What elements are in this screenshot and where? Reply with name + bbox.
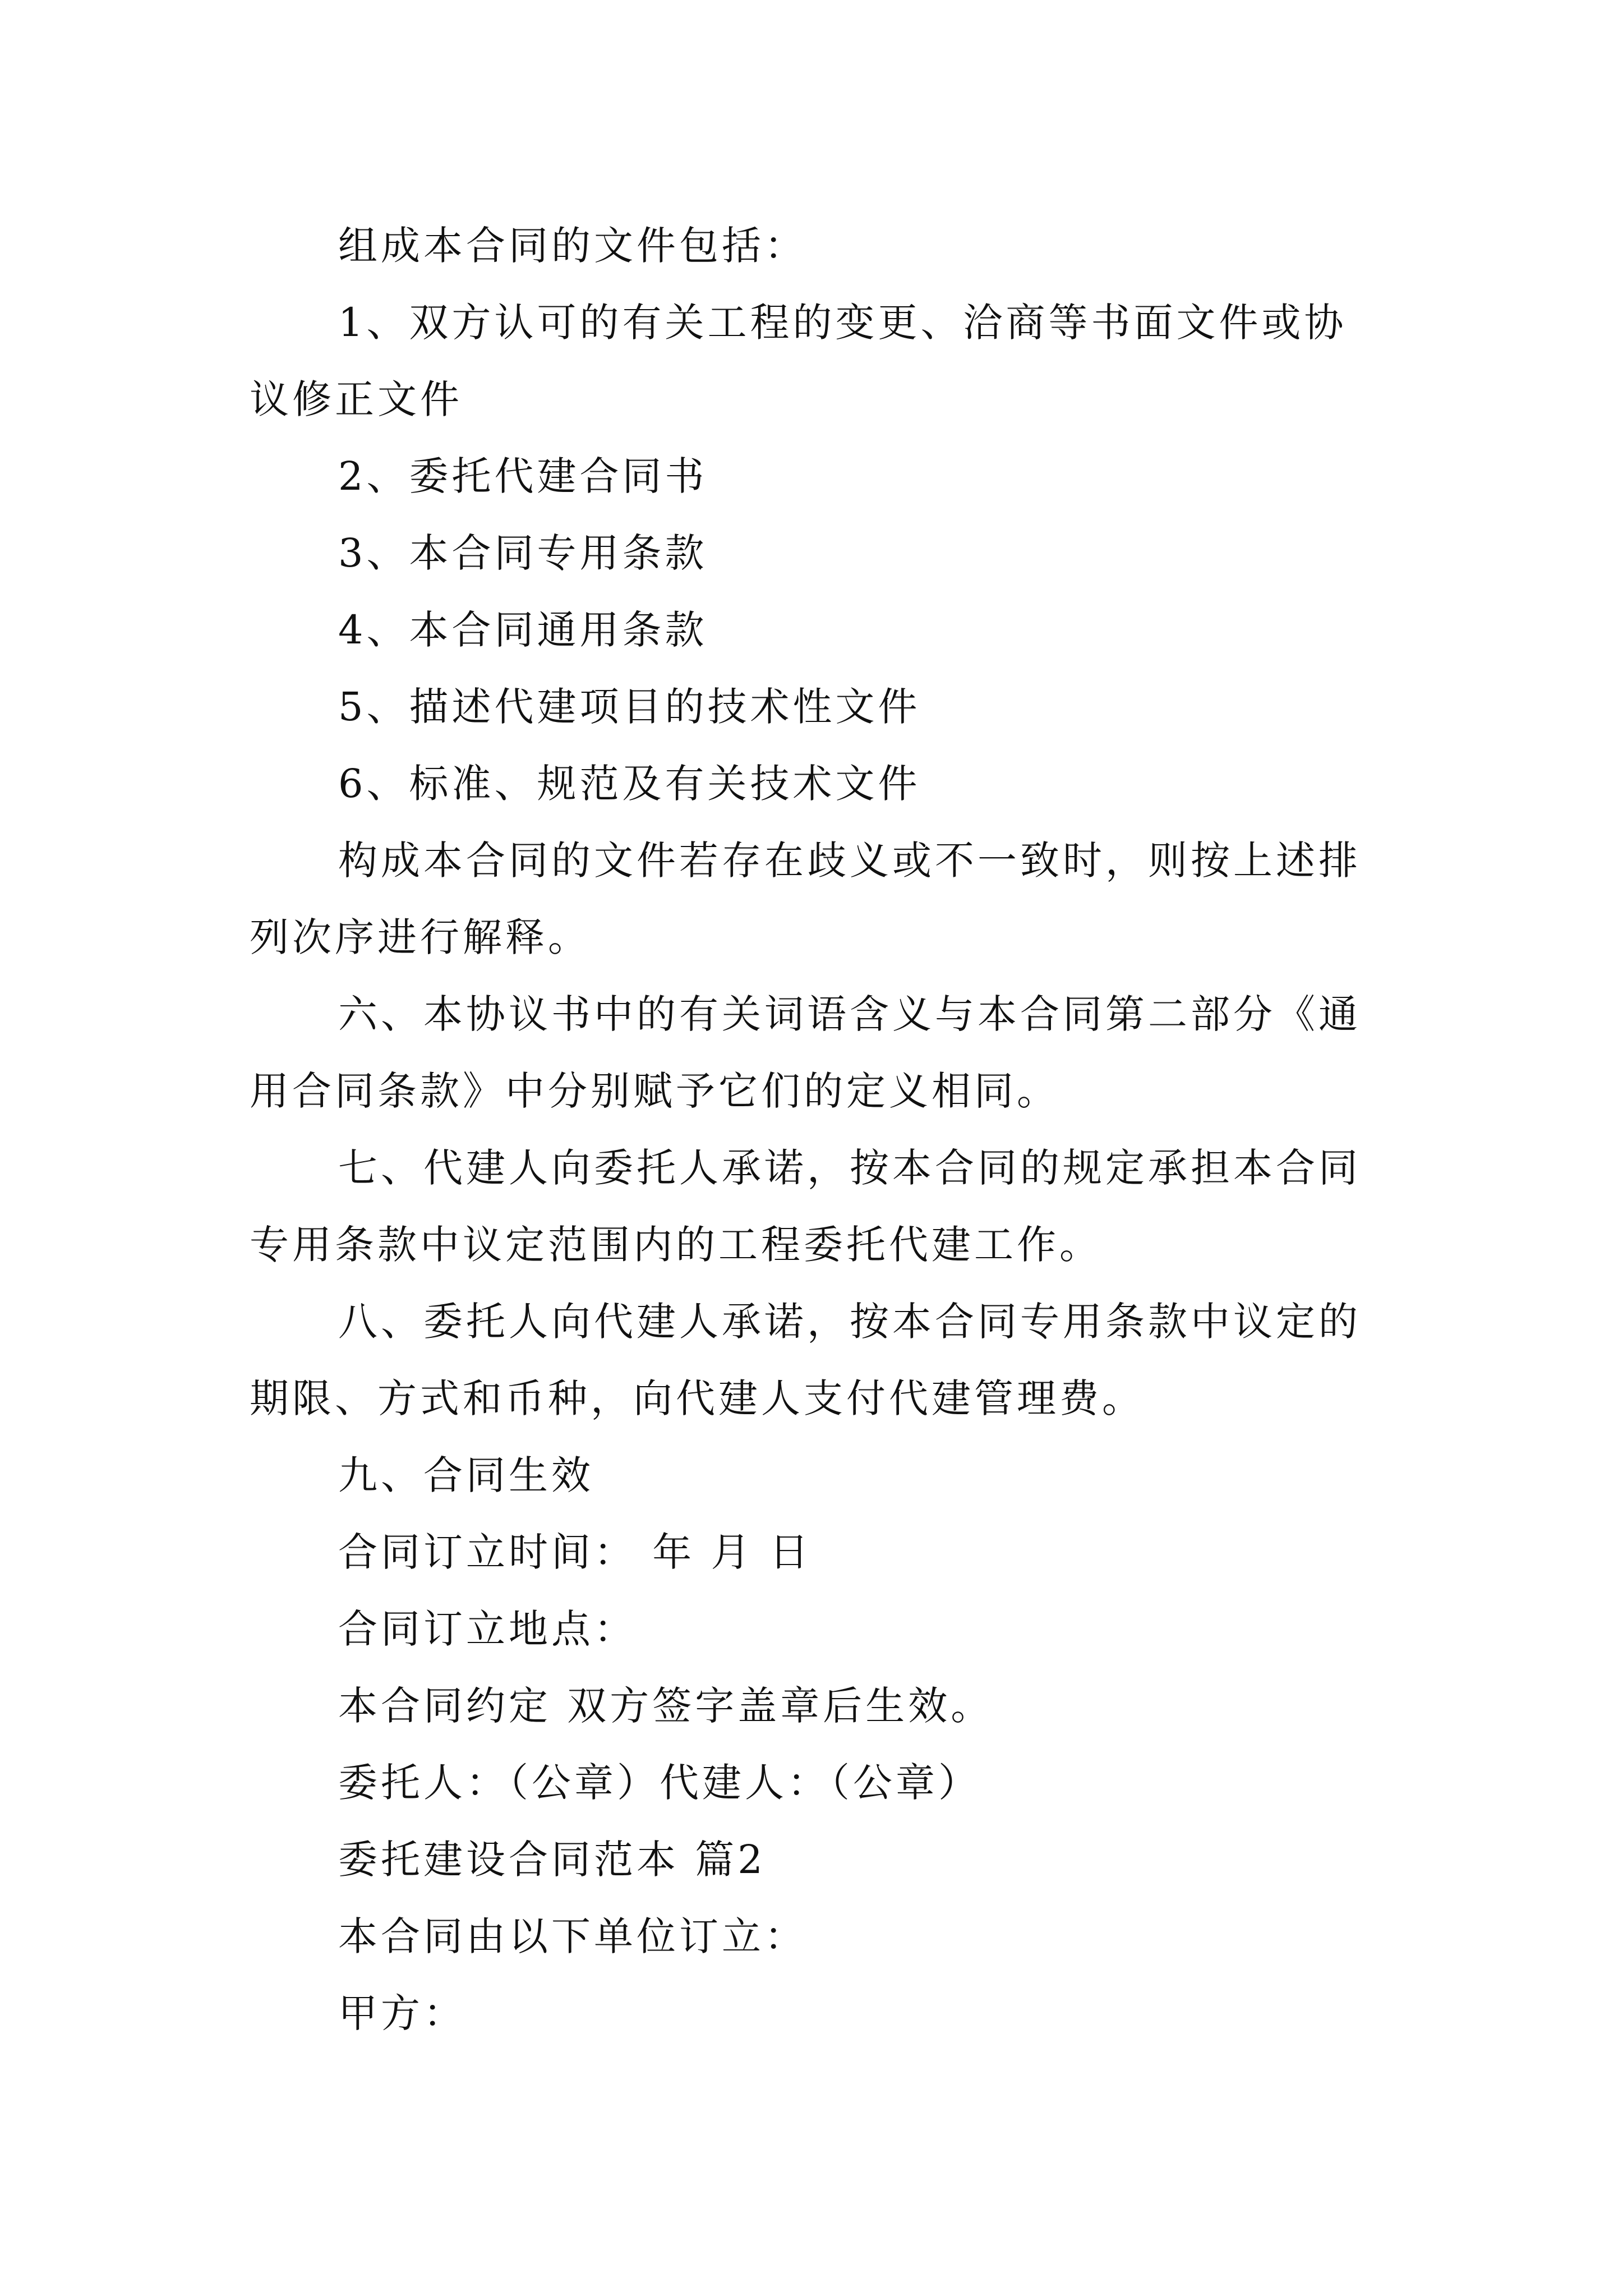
paragraph-section-title: 委托建设合同范本 篇2	[338, 1837, 766, 1883]
paragraph-ambiguity-order: 构成本合同的文件若存在歧义或不一致时，则按上述排列次序进行解释。	[250, 838, 1361, 960]
paragraph-item-6: 6、标准、规范及有关技术文件	[338, 761, 921, 807]
paragraph-party-a: 甲方：	[338, 1990, 466, 2036]
document-body	[250, 208, 1388, 2052]
paragraph-documents-included: 组成本合同的文件包括：	[338, 223, 807, 269]
paragraph-clause-6: 六、本协议书中的有关词语含义与本合同第二部分《通用合同条款》中分别赋予它们的定义相同。	[250, 991, 1361, 1114]
paragraph-clause-8: 八、委托人向代建人承诺，按本合同专用条款中议定的期限、方式和币种，向代建人支付代建管理费。	[250, 1299, 1361, 1421]
paragraph-parties-intro: 本合同由以下单位订立：	[338, 1913, 807, 1959]
paragraph-clause-7: 七、代建人向委托人承诺，按本合同的规定承担本合同专用条款中议定范围内的工程委托代建工作。	[250, 1145, 1361, 1268]
paragraph-item-4: 4、本合同通用条款	[338, 607, 708, 653]
paragraph-signing-place: 合同订立地点：	[338, 1606, 637, 1652]
paragraph-item-2: 2、委托代建合同书	[338, 453, 708, 499]
paragraph-signing-date: 合同订立时间： 年 月 日	[338, 1529, 812, 1575]
paragraph-effective: 本合同约定 双方签字盖章后生效。	[338, 1683, 994, 1729]
paragraph-clause-9: 九、合同生效	[338, 1452, 594, 1498]
paragraph-seals: 委托人：（公章）代建人：（公章）	[338, 1760, 981, 1806]
paragraph-item-3: 3、本合同专用条款	[338, 530, 708, 576]
paragraph-item-1: 1、双方认可的有关工程的变更、洽商等书面文件或协议修正文件	[250, 300, 1347, 422]
paragraph-item-5: 5、描述代建项目的技术性文件	[338, 684, 921, 730]
